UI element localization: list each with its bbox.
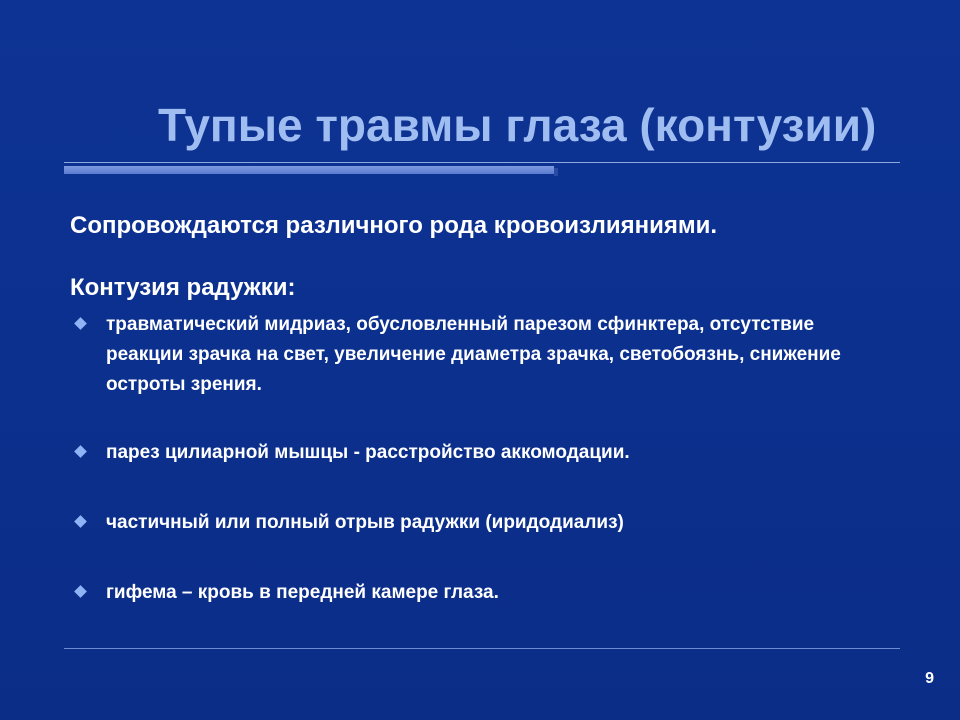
subheading-text: Контузия радужки: xyxy=(70,274,296,301)
intro-text: Сопровождаются различного рода кровоизлияниями. xyxy=(70,212,718,239)
diamond-icon xyxy=(74,445,87,458)
title-divider-shadow xyxy=(554,168,558,176)
page-number: 9 xyxy=(925,670,934,687)
bullet-text: частичный или полный отрыв радужки (иридодиализ) xyxy=(106,512,624,533)
title-divider-thin xyxy=(64,162,900,163)
diamond-icon xyxy=(74,515,87,528)
diamond-icon xyxy=(74,317,87,330)
slide-title: Тупые травмы глаза (контузии) xyxy=(158,99,877,151)
bullet-text: травматический мидриаз, обусловленный парезом сфинктера, отсутствие реакции зрачка на свет, увеличение диаметра зрачка, светобоязнь, снижение остроты зрения. xyxy=(106,314,841,395)
bullet-text: парез цилиарной мышцы - расстройство аккомодации. xyxy=(106,442,630,463)
bullet-text: гифема – кровь в передней камере глаза. xyxy=(106,582,499,603)
footer-divider xyxy=(64,648,900,649)
diamond-icon xyxy=(74,585,87,598)
title-divider-accent xyxy=(64,166,554,174)
